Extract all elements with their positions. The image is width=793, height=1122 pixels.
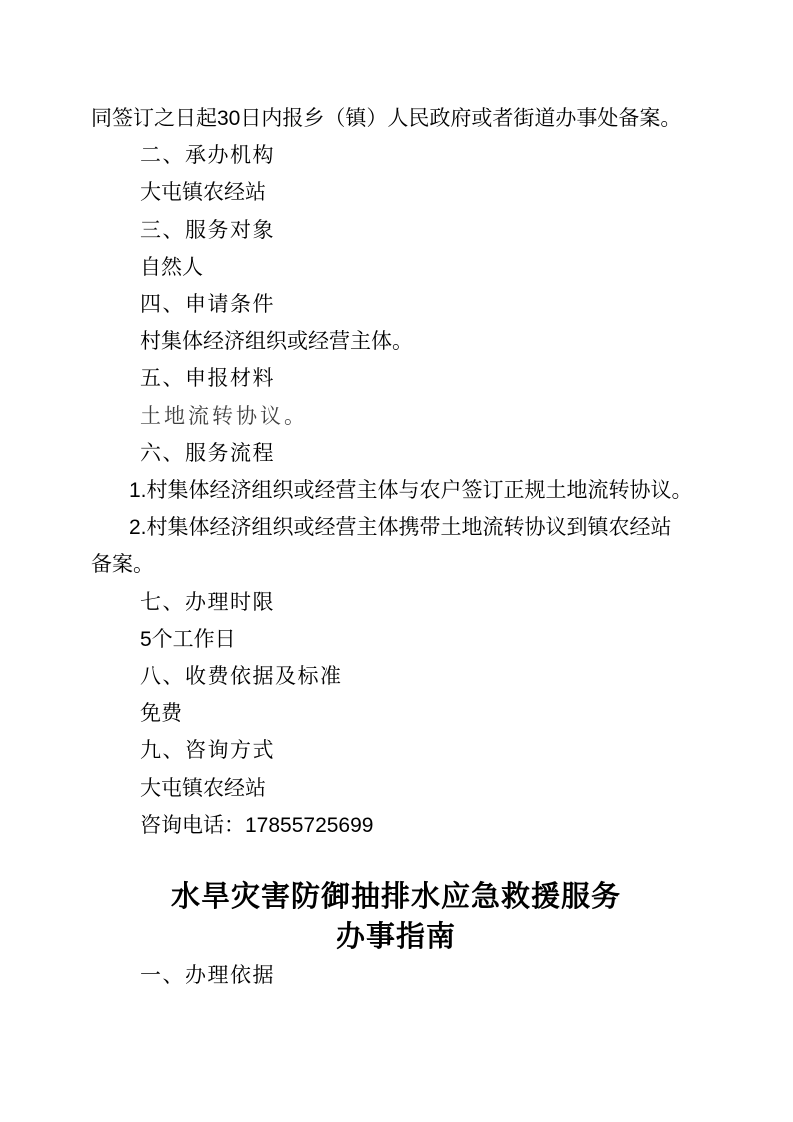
- para-filing-continuation: 同签订之日起30日内报乡（镇）人民政府或者街道办事处备案。: [91, 107, 682, 130]
- heading-section-1-basis: 一、办理依据: [140, 964, 275, 988]
- para-consultation-agency: 大屯镇农经站: [140, 776, 266, 800]
- para-time-limit: 5个工作日: [140, 627, 236, 651]
- para-process-step-2-continuation: 备案。: [91, 553, 154, 577]
- heading-section-6-process: 六、服务流程: [140, 441, 275, 465]
- para-process-step-1: 1.村集体经济组织或经营主体与农户签订正规土地流转协议。: [129, 479, 693, 503]
- heading-section-4-application-conditions: 四、申请条件: [140, 293, 275, 317]
- heading-section-7-time-limit: 七、办理时限: [140, 590, 275, 614]
- para-process-step-2: 2.村集体经济组织或经营主体携带土地流转协议到镇农经站: [129, 516, 672, 540]
- para-materials: 土地流转协议。: [140, 403, 308, 428]
- para-fees: 免费: [140, 702, 182, 726]
- heading-section-8-fees: 八、收费依据及标准: [140, 665, 343, 689]
- heading-section-3-service-target: 三、服务对象: [140, 218, 275, 242]
- document-title-line2: 办事指南: [335, 921, 456, 954]
- heading-section-5-materials: 五、申报材料: [140, 367, 275, 391]
- para-consultation-phone: 咨询电话：17855725699: [140, 813, 374, 837]
- para-agency-name: 大屯镇农经站: [140, 181, 266, 205]
- para-application-conditions: 村集体经济组织或经营主体。: [140, 330, 413, 354]
- heading-section-9-consultation: 九、咨询方式: [140, 739, 275, 763]
- heading-section-2-agency: 二、承办机构: [140, 144, 275, 168]
- document-title: [91, 877, 701, 957]
- document-title-line1: 水旱灾害防御抽排水应急救援服务: [170, 881, 621, 914]
- para-service-target: 自然人: [140, 255, 203, 279]
